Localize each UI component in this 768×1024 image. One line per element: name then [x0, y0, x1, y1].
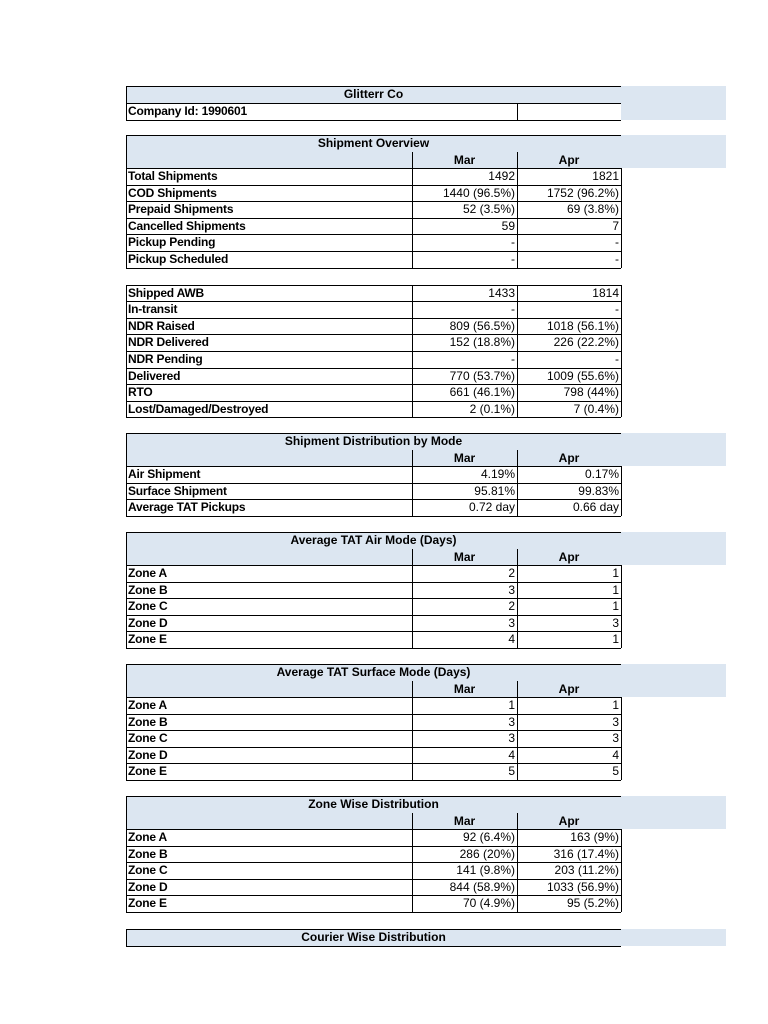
- value-apr: 1009 (55.6%): [546, 368, 619, 383]
- row-label: Zone D: [128, 747, 168, 762]
- grid-line: [126, 532, 127, 565]
- grid-line: [412, 450, 413, 466]
- section-title: Courier Wise Distribution: [301, 930, 446, 944]
- value-apr: -: [615, 302, 619, 317]
- value-apr: 69 (3.8%): [566, 202, 619, 217]
- value-apr: 798 (44%): [563, 385, 619, 400]
- row-label: Zone D: [128, 615, 168, 630]
- grid-line: [126, 532, 621, 533]
- column-header-row: [126, 450, 621, 467]
- grid-line: [126, 103, 621, 104]
- grid-line: [126, 912, 621, 913]
- table-row: [126, 582, 621, 599]
- grid-line: [621, 565, 622, 648]
- value-apr: 1: [612, 582, 619, 597]
- row-label: Pickup Scheduled: [128, 252, 229, 266]
- table-row: [126, 234, 621, 251]
- grid-line: [517, 103, 518, 120]
- grid-line: [126, 135, 621, 136]
- table-row: [126, 466, 621, 483]
- value-apr: 1: [612, 566, 619, 580]
- value-apr: -: [615, 352, 619, 366]
- table-row: [126, 318, 621, 335]
- company-id: Company Id: 1990601: [128, 104, 247, 118]
- value-apr: 163 (9%): [570, 830, 619, 844]
- value-mar: 2: [508, 599, 515, 614]
- row-label: Shipped AWB: [128, 285, 205, 300]
- table-row: [126, 747, 621, 764]
- table-row: [126, 168, 621, 185]
- grid-line: [412, 829, 413, 912]
- value-mar: -: [511, 352, 515, 366]
- value-mar: 1433: [488, 285, 515, 300]
- row-label: In-transit: [128, 302, 178, 317]
- row-label: Prepaid Shipments: [128, 202, 234, 217]
- table-row: [126, 879, 621, 896]
- section-band: [621, 135, 726, 168]
- grid-line: [126, 433, 621, 434]
- table-row: [126, 201, 621, 218]
- grid-line: [412, 565, 413, 648]
- table-row: [126, 697, 621, 714]
- row-label: NDR Pending: [128, 352, 203, 366]
- row-label: Zone B: [128, 846, 168, 861]
- grid-line: [621, 697, 622, 780]
- column-header-row: [126, 152, 621, 169]
- grid-line: [517, 466, 518, 516]
- grid-line: [412, 466, 413, 516]
- row-label: Zone B: [128, 582, 168, 597]
- value-apr: 7: [612, 218, 619, 233]
- table-row: [126, 763, 621, 780]
- value-apr: 5: [612, 764, 619, 779]
- column-header-apr: Apr: [558, 814, 580, 828]
- grid-line: [621, 829, 622, 912]
- row-label: Zone C: [128, 599, 168, 614]
- table-row: [126, 895, 621, 912]
- grid-line: [126, 433, 127, 466]
- column-header-mar: Mar: [453, 153, 476, 167]
- section-title-row: [126, 433, 621, 450]
- table-row: [126, 185, 621, 202]
- grid-line: [412, 285, 413, 417]
- column-header-mar: Mar: [453, 550, 476, 564]
- row-label: Zone E: [128, 632, 167, 647]
- column-header-apr: Apr: [558, 682, 580, 696]
- value-mar: 770 (53.7%): [449, 368, 515, 383]
- value-mar: 4.19%: [480, 467, 515, 481]
- value-apr: 1821: [592, 169, 619, 183]
- value-mar: 59: [501, 218, 515, 233]
- grid-line: [126, 86, 127, 120]
- section-title: Shipment Distribution by Mode: [284, 434, 463, 448]
- company-id-row: [126, 103, 621, 120]
- section-band: [621, 664, 726, 697]
- row-label: Pickup Pending: [128, 235, 216, 250]
- column-header-row: [126, 813, 621, 830]
- table-row: [126, 351, 621, 368]
- row-label: NDR Raised: [128, 318, 195, 333]
- row-label: Zone C: [128, 863, 168, 878]
- grid-line: [517, 168, 518, 268]
- table-row: [126, 714, 621, 731]
- grid-line: [517, 450, 518, 466]
- value-mar: 3: [508, 714, 515, 729]
- grid-line: [126, 135, 127, 168]
- table-row: [126, 301, 621, 318]
- grid-line: [126, 780, 621, 781]
- value-mar: 4: [508, 747, 515, 762]
- grid-line: [126, 120, 621, 121]
- section-title-row: [126, 664, 621, 681]
- value-apr: 0.17%: [584, 467, 619, 481]
- grid-line: [517, 813, 518, 829]
- value-apr: 3: [612, 731, 619, 746]
- value-apr: 0.66 day: [572, 500, 619, 515]
- row-label: Zone E: [128, 764, 167, 779]
- company-name: Glitterr Co: [343, 87, 404, 101]
- section-title-row: [126, 929, 621, 946]
- grid-line: [412, 813, 413, 829]
- row-label: Zone D: [128, 879, 168, 894]
- row-label: Zone E: [128, 896, 167, 911]
- table-row: [126, 401, 621, 418]
- value-apr: 1814: [592, 285, 619, 300]
- grid-line: [126, 796, 127, 829]
- column-header-apr: Apr: [558, 153, 580, 167]
- section-band: [621, 929, 726, 946]
- row-label: NDR Delivered: [128, 335, 209, 350]
- grid-line: [126, 929, 621, 930]
- grid-line: [412, 549, 413, 565]
- value-mar: 70 (4.9%): [462, 896, 515, 911]
- value-apr: -: [615, 252, 619, 266]
- grid-line: [517, 549, 518, 565]
- value-apr: 7 (0.4%): [573, 401, 619, 416]
- grid-line: [126, 796, 621, 797]
- grid-line: [517, 285, 518, 417]
- grid-line: [126, 268, 621, 269]
- grid-line: [126, 565, 127, 648]
- header-band: [621, 86, 726, 120]
- grid-line: [621, 285, 622, 417]
- table-row: [126, 251, 621, 268]
- value-mar: 286 (20%): [459, 846, 515, 861]
- value-mar: 3: [508, 731, 515, 746]
- grid-line: [126, 86, 621, 87]
- grid-line: [126, 466, 127, 516]
- row-label: COD Shipments: [128, 185, 217, 200]
- grid-line: [126, 664, 621, 665]
- row-label: Delivered: [128, 368, 181, 383]
- value-mar: 152 (18.8%): [449, 335, 515, 350]
- row-label: Zone A: [128, 698, 168, 712]
- row-label: Lost/Damaged/Destroyed: [128, 401, 269, 416]
- value-mar: 92 (6.4%): [462, 830, 515, 844]
- value-apr: 3: [612, 615, 619, 630]
- table-row: [126, 368, 621, 385]
- section-title: Zone Wise Distribution: [308, 797, 439, 811]
- grid-line: [126, 697, 127, 780]
- value-mar: 3: [508, 582, 515, 597]
- grid-line: [517, 152, 518, 168]
- value-apr: 99.83%: [578, 483, 619, 498]
- value-mar: 844 (58.9%): [449, 879, 515, 894]
- value-mar: -: [511, 302, 515, 317]
- value-mar: 1440 (96.5%): [442, 185, 515, 200]
- grid-line: [412, 152, 413, 168]
- column-header-row: [126, 549, 621, 566]
- grid-line: [517, 697, 518, 780]
- grid-line: [517, 829, 518, 912]
- value-apr: -: [615, 235, 619, 250]
- value-mar: 3: [508, 615, 515, 630]
- column-header-row: [126, 681, 621, 698]
- company-name-row: [126, 86, 621, 103]
- table-row: [126, 730, 621, 747]
- grid-line: [412, 697, 413, 780]
- grid-line: [126, 417, 621, 418]
- table-row: [126, 565, 621, 582]
- row-label: Zone C: [128, 731, 168, 746]
- value-apr: 1: [612, 632, 619, 647]
- table-row: [126, 285, 621, 302]
- grid-line: [126, 664, 127, 697]
- grid-line: [517, 681, 518, 697]
- section-title: Average TAT Air Mode (Days): [290, 533, 457, 547]
- value-apr: 316 (17.4%): [553, 846, 619, 861]
- section-title-row: [126, 796, 621, 813]
- row-label: Zone B: [128, 714, 168, 729]
- grid-line: [412, 168, 413, 268]
- value-mar: 4: [508, 632, 515, 647]
- table-row: [126, 829, 621, 846]
- value-mar: 5: [508, 764, 515, 779]
- value-apr: 1: [612, 698, 619, 712]
- value-apr: 1752 (96.2%): [546, 185, 619, 200]
- table-row: [126, 598, 621, 615]
- value-mar: -: [511, 235, 515, 250]
- value-mar: 95.81%: [474, 483, 515, 498]
- table-row: [126, 384, 621, 401]
- grid-line: [126, 648, 621, 649]
- table-row: [126, 499, 621, 516]
- value-apr: 95 (5.2%): [566, 896, 619, 911]
- table-row: [126, 334, 621, 351]
- row-label: Surface Shipment: [128, 483, 227, 498]
- value-apr: 226 (22.2%): [553, 335, 619, 350]
- grid-line: [126, 285, 127, 417]
- value-mar: 2 (0.1%): [469, 401, 515, 416]
- table-row: [126, 862, 621, 879]
- section-title: Average TAT Surface Mode (Days): [276, 665, 471, 679]
- grid-line: [126, 168, 127, 268]
- column-header-mar: Mar: [453, 451, 476, 465]
- value-apr: 1: [612, 599, 619, 614]
- value-mar: -: [511, 252, 515, 266]
- value-apr: 1033 (56.9%): [546, 879, 619, 894]
- grid-line: [621, 168, 622, 268]
- grid-line: [517, 565, 518, 648]
- table-row: [126, 631, 621, 648]
- section-title: Shipment Overview: [317, 136, 430, 150]
- section-band: [621, 796, 726, 829]
- row-label: Zone A: [128, 566, 168, 580]
- grid-line: [412, 681, 413, 697]
- table-row: [126, 846, 621, 863]
- row-label: Total Shipments: [128, 169, 218, 183]
- section-title-row: [126, 135, 621, 152]
- grid-line: [126, 946, 621, 947]
- value-mar: 1492: [488, 169, 515, 183]
- value-apr: 3: [612, 714, 619, 729]
- section-band: [621, 433, 726, 466]
- column-header-mar: Mar: [453, 814, 476, 828]
- section-title-row: [126, 532, 621, 549]
- row-label: Zone A: [128, 830, 168, 844]
- value-mar: 661 (46.1%): [449, 385, 515, 400]
- table-row: [126, 615, 621, 632]
- value-apr: 4: [612, 747, 619, 762]
- grid-line: [126, 829, 127, 912]
- grid-line: [621, 466, 622, 516]
- row-label: Cancelled Shipments: [128, 218, 246, 233]
- table-row: [126, 218, 621, 235]
- section-band: [621, 532, 726, 565]
- value-mar: 141 (9.8%): [456, 863, 515, 878]
- value-apr: 203 (11.2%): [554, 863, 619, 878]
- grid-line: [126, 929, 127, 946]
- column-header-apr: Apr: [558, 550, 580, 564]
- column-header-mar: Mar: [453, 682, 476, 696]
- value-mar: 52 (3.5%): [462, 202, 515, 217]
- row-label: RTO: [128, 385, 153, 400]
- value-mar: 1: [508, 698, 515, 712]
- value-apr: 1018 (56.1%): [546, 318, 619, 333]
- column-header-apr: Apr: [558, 451, 580, 465]
- value-mar: 2: [508, 566, 515, 580]
- table-row: [126, 483, 621, 500]
- value-mar: 809 (56.5%): [449, 318, 515, 333]
- row-label: Average TAT Pickups: [128, 500, 246, 515]
- value-mar: 0.72 day: [468, 500, 515, 515]
- row-label: Air Shipment: [128, 467, 201, 481]
- grid-line: [126, 516, 621, 517]
